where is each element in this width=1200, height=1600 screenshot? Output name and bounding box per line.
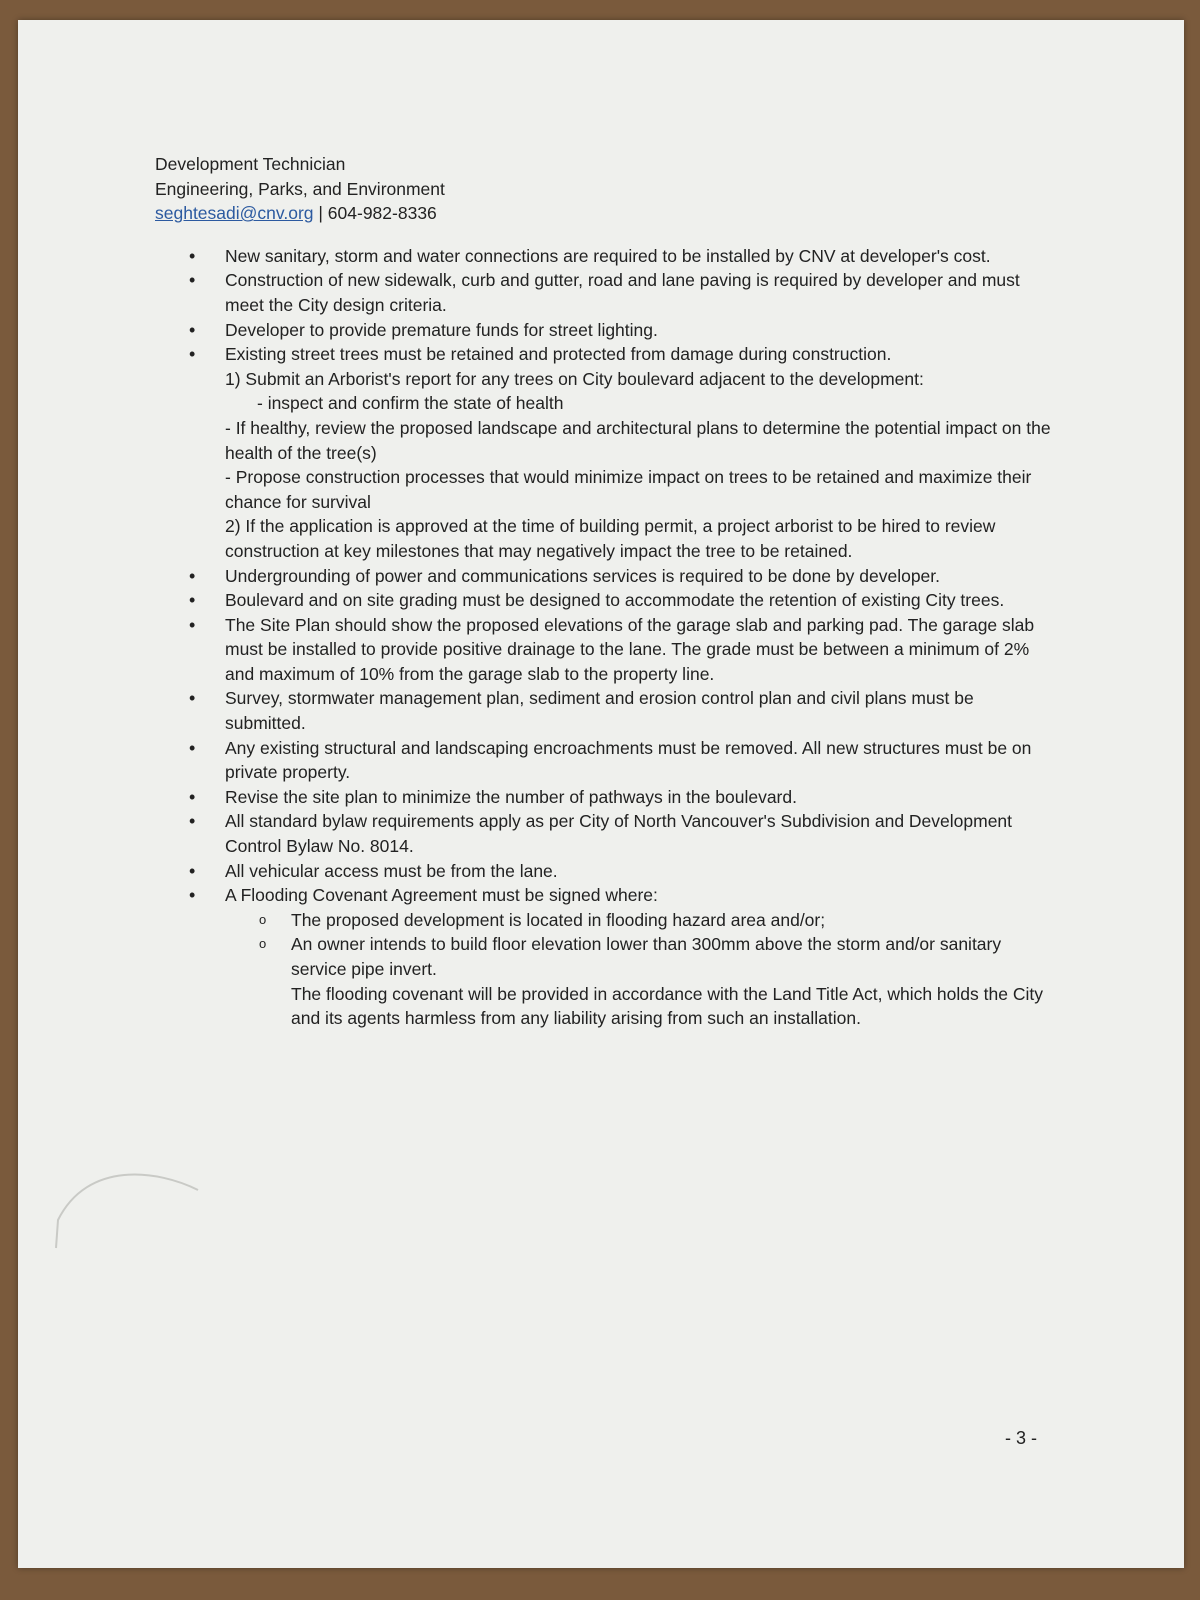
signature-title: Development Technician xyxy=(155,154,346,174)
list-item: • Developer to provide premature funds for street lighting. xyxy=(155,318,1055,343)
list-item: • Construction of new sidewalk, curb and gutter, road and lane paving is required by developer and must meet the City design criteria. xyxy=(155,268,1055,317)
list-item-text: • Existing street trees must be retained and protected from damage during construction. xyxy=(225,344,892,365)
signature-department: Engineering, Parks, and Environment xyxy=(155,178,445,199)
list-item-text: • A Flooding Covenant Agreement must be signed where: xyxy=(225,885,658,906)
phone-number: 604-982-8336 xyxy=(327,203,437,224)
list-item: • Undergrounding of power and communications services is required to be done by developer. xyxy=(155,564,1055,589)
arborist-dash-3: - Propose construction processes that would minimize impact on trees to be retained and maximize their chance for survival xyxy=(225,467,1032,512)
list-item: • Survey, stormwater management plan, sediment and erosion control plan and civil plans must be submitted. xyxy=(155,686,1055,735)
list-item: • All standard bylaw requirements apply as per City of North Vancouver's Subdivision and Development Control Bylaw No. 8014. xyxy=(155,809,1055,858)
email-link[interactable]: seghtesadi@cnv.org xyxy=(155,203,314,224)
requirements-list xyxy=(155,244,1055,1031)
contact-separator: | xyxy=(318,203,323,224)
signature-block xyxy=(155,152,1055,226)
list-item: • The Site Plan should show the proposed elevations of the garage slab and parking pad. The garage slab must be installed to provide positive drainage to the lane. The grade must be between a minimum of 2% and maximum of 10% from the garage slab to the property line. xyxy=(155,613,1055,687)
paper-crease-mark xyxy=(48,1160,208,1250)
flooding-condition-text: o An owner intends to build floor elevation lower than 300mm above the storm and/or sanitary service pipe invert. xyxy=(291,934,1002,979)
flooding-condition xyxy=(225,932,1055,1030)
page-number: - 3 - xyxy=(1005,1428,1038,1448)
list-item: • Boulevard and on site grading must be designed to accommodate the retention of existing City trees. xyxy=(155,588,1055,613)
signature-contact xyxy=(155,201,1055,226)
list-item: • New sanitary, storm and water connections are required to be installed by CNV at developer's cost. xyxy=(155,244,1055,269)
arborist-item-2: 2) If the application is approved at the time of building permit, a project arborist to be hired to review construction at key milestones that may negatively impact the tree to be retained. xyxy=(225,516,996,561)
list-item: • All vehicular access must be from the lane. xyxy=(155,859,1055,884)
list-item: • Revise the site plan to minimize the number of pathways in the boulevard. xyxy=(155,785,1055,810)
flooding-conditions xyxy=(225,908,1055,1031)
list-item xyxy=(155,883,1055,1031)
arborist-dash-2: - If healthy, review the proposed landscape and architectural plans to determine the potential impact on the health of the tree(s) xyxy=(225,417,1051,463)
arborist-item-1: 1) Submit an Arborist's report for any trees on City boulevard adjacent to the development: xyxy=(225,368,924,389)
arborist-details xyxy=(225,367,1055,564)
list-item xyxy=(155,342,1055,563)
arborist-dash-1: - inspect and confirm the state of health xyxy=(257,393,564,414)
list-item: • Any existing structural and landscaping encroachments must be removed. All new structures must be on private property. xyxy=(155,736,1055,785)
flooding-note: The flooding covenant will be provided in accordance with the Land Title Act, which holds the City and its agents harmless from any liability arising from such an installation. xyxy=(291,983,1043,1029)
flooding-condition: o The proposed development is located in flooding hazard area and/or; xyxy=(225,908,1055,933)
document-body xyxy=(155,152,1055,1031)
